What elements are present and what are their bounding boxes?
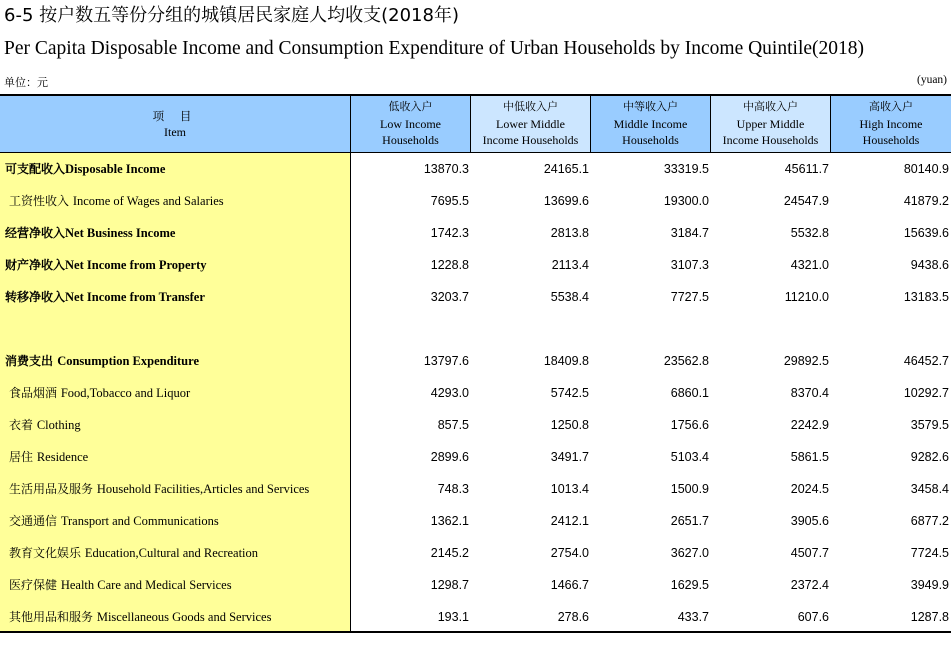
row-label-en: Residence: [36, 450, 89, 464]
value-cell: 7727.5: [670, 290, 709, 304]
value-cell: 80140.9: [903, 162, 949, 176]
value-cell: 748.3: [437, 482, 469, 496]
value-cell: 2754.0: [550, 546, 589, 560]
header-col-cn: 高收入户: [869, 100, 913, 114]
row-label-cn: 食品烟酒: [9, 386, 61, 400]
value-cell: 3579.5: [910, 418, 949, 432]
value-cell: 193.1: [437, 610, 469, 624]
value-cell: 13870.3: [423, 162, 469, 176]
value-cell: 1629.5: [670, 578, 709, 592]
value-cell: 9282.6: [910, 450, 949, 464]
header-upper-middle-income: [711, 96, 830, 152]
value-cell: 2651.7: [670, 514, 709, 528]
row-label-cn: 其他用品和服务: [9, 610, 97, 624]
value-cell: 1466.7: [550, 578, 589, 592]
header-col-en2: Income Households: [722, 133, 819, 148]
value-cell: 1362.1: [430, 514, 469, 528]
column-divider: [590, 96, 591, 153]
value-cell: 1742.3: [430, 226, 469, 240]
value-cell: 3491.7: [550, 450, 589, 464]
bottom-rule: [0, 631, 951, 633]
value-cell: 24165.1: [543, 162, 589, 176]
value-cell: 2024.5: [790, 482, 829, 496]
row-label-en: Household Facilities,Articles and Services: [96, 482, 310, 496]
table-row: [0, 441, 951, 473]
row-label: [5, 281, 205, 313]
value-cell: 607.6: [797, 610, 829, 624]
row-label: [5, 345, 199, 377]
table-row: [0, 217, 951, 249]
value-cell: 29892.5: [783, 354, 829, 368]
row-label: [9, 377, 190, 409]
row-label-en: Clothing: [36, 418, 81, 432]
value-cell: 23562.8: [663, 354, 709, 368]
header-col-en2: Households: [862, 133, 920, 148]
value-cell: 1228.8: [430, 258, 469, 272]
table-row: [0, 537, 951, 569]
value-cell: 10292.7: [903, 386, 949, 400]
row-label: [9, 441, 88, 473]
value-cell: 18409.8: [543, 354, 589, 368]
value-cell: 1500.9: [670, 482, 709, 496]
table-row: [0, 505, 951, 537]
row-label-cn: 工资性收入: [9, 194, 73, 208]
header-col-en2: Households: [382, 133, 439, 148]
value-cell: 2113.4: [551, 258, 589, 272]
value-cell: 1250.8: [550, 418, 589, 432]
row-label-cn: 可支配收入: [5, 162, 66, 176]
header-col-cn: 低收入户: [388, 100, 433, 114]
table-title-chinese: 6-5 按户数五等份分组的城镇居民家庭人均收支(2018年): [4, 5, 459, 26]
value-cell: 6860.1: [670, 386, 709, 400]
row-label-en: Net Income from Property: [65, 258, 207, 272]
table-row: [0, 601, 951, 633]
unit-label-english: (yuan): [916, 74, 947, 86]
table-title-english: Per Capita Disposable Income and Consumption Expenditure of Urban Households by Income Quintile(2018): [4, 38, 864, 59]
row-label-cn: 转移净收入: [5, 290, 66, 304]
value-cell: 857.5: [437, 418, 469, 432]
value-cell: 13797.6: [423, 354, 469, 368]
value-cell: 13183.5: [903, 290, 949, 304]
value-cell: 3949.9: [910, 578, 949, 592]
header-col-en2: Households: [622, 133, 679, 148]
value-cell: 7724.5: [910, 546, 949, 560]
header-item-en: Item: [164, 125, 186, 139]
header-col-en2: Income Households: [482, 133, 579, 148]
row-label-en: Income of Wages and Salaries: [72, 194, 224, 208]
header-col-en1: Lower Middle: [496, 116, 565, 131]
row-label: [5, 217, 175, 249]
row-label-cn: 生活用品及服务: [9, 482, 97, 496]
value-cell: 433.7: [677, 610, 709, 624]
row-label-en: Net Business Income: [65, 226, 176, 240]
value-cell: 3107.3: [670, 258, 709, 272]
value-cell: 33319.5: [663, 162, 709, 176]
value-cell: [479, 313, 589, 345]
header-high-income: [831, 96, 951, 152]
header-item: [0, 96, 350, 152]
value-cell: [839, 313, 949, 345]
value-cell: [599, 313, 709, 345]
value-cell: 2899.6: [430, 450, 469, 464]
row-label: [9, 473, 309, 505]
row-label-en: Food,Tobacco and Liquor: [60, 386, 191, 400]
table-body: [0, 153, 951, 631]
value-cell: 4293.0: [430, 386, 469, 400]
header-col-en1: Middle Income: [613, 116, 688, 131]
value-cell: 4507.7: [790, 546, 829, 560]
value-cell: 9438.6: [910, 258, 949, 272]
row-label: [9, 409, 81, 441]
table-row: [0, 281, 951, 313]
value-cell: 2412.1: [550, 514, 589, 528]
value-cell: 7695.5: [430, 194, 469, 208]
value-cell: 278.6: [557, 610, 589, 624]
table-header: [0, 96, 951, 153]
header-middle-income: [591, 96, 710, 152]
row-label-en: Disposable Income: [65, 162, 166, 176]
value-cell: 1298.7: [430, 578, 469, 592]
column-divider: [350, 96, 351, 153]
table-row: [0, 249, 951, 281]
value-cell: 13699.6: [543, 194, 589, 208]
header-item-cn: 项 目: [152, 108, 198, 123]
value-cell: 3458.4: [910, 482, 949, 496]
header-col-cn: 中高收入户: [743, 100, 798, 114]
row-label: [5, 153, 165, 185]
value-cell: 24547.9: [783, 194, 829, 208]
table-row: [0, 377, 951, 409]
row-label: [9, 505, 219, 537]
header-col-en1: Upper Middle: [736, 116, 805, 131]
row-label-cn: 财产净收入: [5, 258, 66, 272]
header-col-cn: 中等收入户: [623, 100, 678, 114]
value-cell: 41879.2: [903, 194, 949, 208]
value-cell: 5538.4: [550, 290, 589, 304]
value-cell: 2813.8: [550, 226, 589, 240]
value-cell: 2242.9: [790, 418, 829, 432]
column-divider: [830, 96, 831, 153]
table-row: [0, 313, 951, 345]
row-label-en: Transport and Communications: [60, 514, 219, 528]
value-cell: 4321.0: [790, 258, 829, 272]
row-label: [9, 569, 232, 601]
table-row: [0, 473, 951, 505]
header-lower-middle-income: [471, 96, 590, 152]
value-cell: 3905.6: [790, 514, 829, 528]
row-label: [9, 185, 224, 217]
table-row: [0, 569, 951, 601]
header-col-cn: 中低收入户: [503, 100, 558, 114]
value-cell: 45611.7: [784, 162, 829, 176]
value-cell: 1756.6: [670, 418, 709, 432]
row-label: [5, 249, 207, 281]
row-label-en: Miscellaneous Goods and Services: [96, 610, 272, 624]
row-label-cn: 教育文化娱乐: [9, 546, 85, 560]
row-label-cn: 衣着: [9, 418, 37, 432]
row-label-cn: 交通通信: [9, 514, 61, 528]
value-cell: 5861.5: [790, 450, 829, 464]
table-row: [0, 153, 951, 185]
row-label: [9, 537, 258, 569]
value-cell: 5532.8: [790, 226, 829, 240]
value-cell: 15639.6: [903, 226, 949, 240]
value-cell: 19300.0: [663, 194, 709, 208]
value-cell: 46452.7: [903, 354, 949, 368]
value-cell: 5103.4: [670, 450, 709, 464]
unit-label: 单位：元: [4, 76, 48, 89]
column-divider: [710, 96, 711, 153]
value-cell: 3203.7: [430, 290, 469, 304]
value-cell: 8370.4: [790, 386, 829, 400]
value-cell: 3184.7: [670, 226, 709, 240]
value-cell: 1013.4: [550, 482, 589, 496]
value-cell: [719, 313, 829, 345]
row-label-cn: 经营净收入: [5, 226, 66, 240]
value-cell: 11210.0: [784, 290, 829, 304]
table-row: [0, 185, 951, 217]
row-label-cn: 消费支出: [5, 354, 58, 368]
column-divider: [470, 96, 471, 153]
value-cell: 2145.2: [430, 546, 469, 560]
row-label-en: Net Income from Transfer: [65, 290, 205, 304]
header-low-income: [351, 96, 470, 152]
value-cell: 5742.5: [550, 386, 589, 400]
row-label-cn: 医疗保健: [9, 578, 61, 592]
row-label-cn: 居住: [9, 450, 37, 464]
value-cell: 3627.0: [670, 546, 709, 560]
value-cell: [359, 313, 469, 345]
header-col-en1: Low Income: [380, 116, 441, 131]
table-row: [0, 409, 951, 441]
value-cell: 1287.8: [910, 610, 949, 624]
table-row: [0, 345, 951, 377]
row-label-en: Consumption Expenditure: [57, 354, 200, 368]
value-cell: 6877.2: [910, 514, 949, 528]
row-label-en: Education,Cultural and Recreation: [84, 546, 259, 560]
row-label-en: Health Care and Medical Services: [60, 578, 232, 592]
value-cell: 2372.4: [790, 578, 829, 592]
header-col-en1: High Income: [859, 116, 923, 131]
row-label: [9, 601, 271, 633]
